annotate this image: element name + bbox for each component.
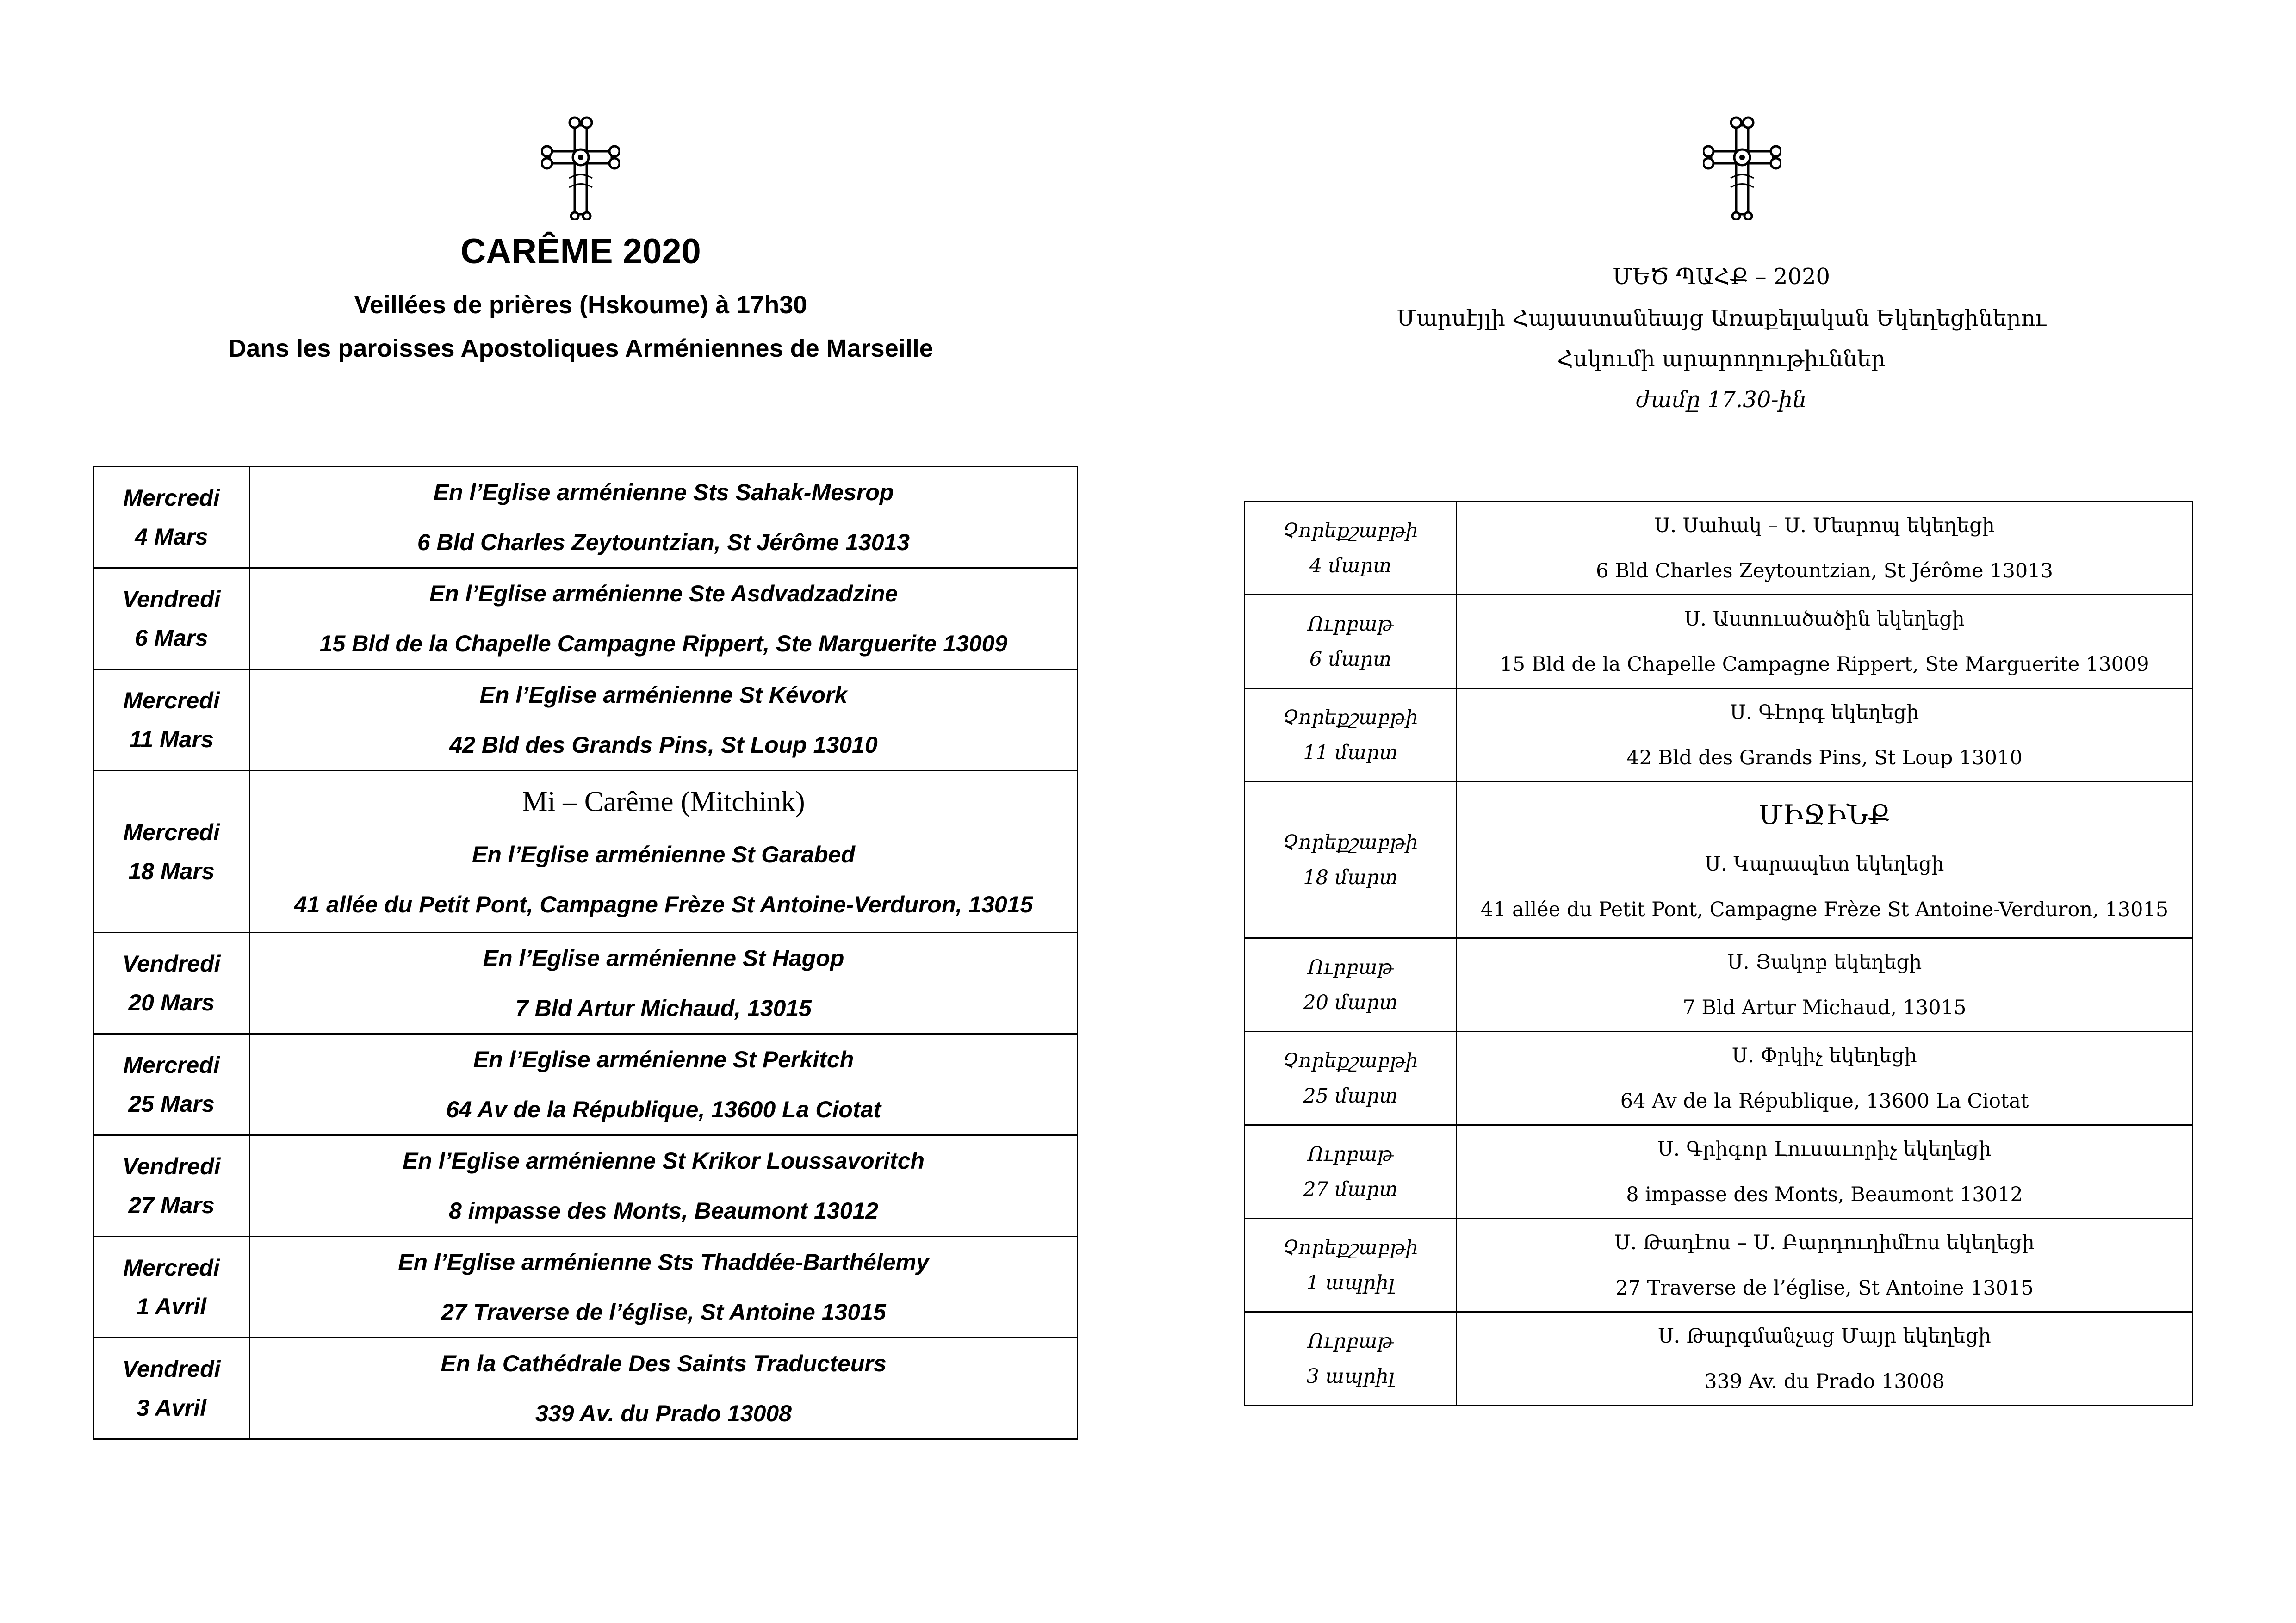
place-cell bbox=[1457, 782, 2193, 938]
date: 20 Mars bbox=[128, 990, 215, 1016]
date: 6 Mars bbox=[135, 625, 208, 651]
day-cell bbox=[93, 1135, 250, 1237]
weekday: Vendredi bbox=[122, 586, 221, 612]
schedule-table-fr bbox=[93, 466, 1078, 1440]
place-cell bbox=[250, 1237, 1078, 1338]
table-row bbox=[93, 1237, 1078, 1338]
page-title-fr: CARÊME 2020 bbox=[460, 232, 701, 271]
table-row bbox=[1245, 1032, 2193, 1125]
church-name: En l’Eglise arménienne Sts Thaddée-Barthélemy bbox=[398, 1249, 929, 1275]
day-cell bbox=[93, 669, 250, 771]
church-name: Ս. Աստուածածին եկեղեցի bbox=[1684, 607, 1965, 631]
subtitle-fr-1: Veillées de prières (Hskoume) à 17h30 bbox=[354, 291, 807, 319]
weekday: Vendredi bbox=[122, 1153, 221, 1179]
weekday: Mercredi bbox=[123, 1052, 220, 1078]
weekday: Mercredi bbox=[123, 688, 220, 713]
day-cell bbox=[93, 568, 250, 669]
table-row bbox=[93, 771, 1078, 933]
weekday: Ուրբաթ bbox=[1308, 612, 1393, 636]
date: 3 ապրիլ bbox=[1306, 1364, 1395, 1388]
church-name: En l’Eglise arménienne St Perkitch bbox=[473, 1047, 854, 1072]
place-cell bbox=[1457, 1032, 2193, 1125]
place-cell bbox=[250, 669, 1078, 771]
date: 27 մարտ bbox=[1303, 1177, 1398, 1201]
day-cell bbox=[93, 771, 250, 933]
address: 27 Traverse de l’église, St Antoine 13015 bbox=[1615, 1276, 2034, 1300]
church-name: Ս. Սահակ – Ս. Մեսրոպ եկեղեցի bbox=[1654, 514, 1995, 537]
place-cell bbox=[250, 1338, 1078, 1439]
place-cell bbox=[1457, 502, 2193, 595]
address: 41 allée du Petit Pont, Campagne Frèze St Antoine-Verduron, 13015 bbox=[1480, 898, 2169, 921]
church-name: En l’Eglise arménienne Ste Asdvadzadzine bbox=[429, 581, 898, 607]
date: 20 մարտ bbox=[1303, 991, 1398, 1014]
subtitle-am-3: ժամը 17.30-ին bbox=[1636, 387, 1807, 413]
day-cell bbox=[93, 1034, 250, 1135]
address: 64 Av de la République, 13600 La Ciotat bbox=[1620, 1089, 2029, 1113]
day-cell bbox=[93, 1237, 250, 1338]
weekday: Չորեքշաբթի bbox=[1283, 1236, 1418, 1259]
day-cell bbox=[1245, 1219, 1457, 1312]
place-cell bbox=[1457, 938, 2193, 1032]
church-name: Ս. Յակոբ եկեղեցի bbox=[1727, 950, 1922, 974]
date: 11 Mars bbox=[129, 726, 214, 752]
date: 11 մարտ bbox=[1303, 741, 1398, 764]
place-cell bbox=[250, 467, 1078, 568]
table-row bbox=[93, 467, 1078, 568]
date: 25 մարտ bbox=[1303, 1084, 1398, 1108]
church-name: Ս. Փրկիչ եկեղեցի bbox=[1732, 1044, 1917, 1067]
date: 27 Mars bbox=[128, 1192, 215, 1218]
address: 27 Traverse de l’église, St Antoine 13015 bbox=[441, 1299, 886, 1325]
address: 42 Bld des Grands Pins, St Loup 13010 bbox=[1626, 746, 2023, 769]
date: 25 Mars bbox=[128, 1091, 215, 1117]
weekday: Mercredi bbox=[123, 485, 220, 511]
table-row bbox=[1245, 1219, 2193, 1312]
church-name: En l’Eglise arménienne St Hagop bbox=[483, 945, 844, 971]
table-row bbox=[93, 933, 1078, 1034]
day-cell bbox=[93, 1338, 250, 1439]
church-name: Ս. Թարգմանչաց Մայր եկեղեցի bbox=[1658, 1324, 1991, 1348]
armenian-cross-icon bbox=[1703, 113, 1781, 220]
place-cell bbox=[250, 933, 1078, 1034]
mid-lent-title: ՄԻՋԻՆՔ bbox=[1758, 799, 1891, 830]
place-cell bbox=[250, 568, 1078, 669]
date: 6 մարտ bbox=[1309, 647, 1392, 671]
date: 4 մարտ bbox=[1309, 554, 1392, 577]
place-cell bbox=[1457, 1125, 2193, 1219]
place-cell bbox=[1457, 688, 2193, 782]
place-cell bbox=[250, 1135, 1078, 1237]
table-row bbox=[1245, 782, 2193, 938]
day-cell bbox=[1245, 688, 1457, 782]
table-row bbox=[1245, 595, 2193, 688]
church-name: Ս. Կարապետ եկեղեցի bbox=[1705, 852, 1944, 876]
day-cell bbox=[93, 933, 250, 1034]
weekday: Չորեքշաբթի bbox=[1283, 1049, 1418, 1072]
mid-lent-title: Mi – Carême (Mitchink) bbox=[522, 786, 805, 818]
church-name: En la Cathédrale Des Saints Traducteurs bbox=[441, 1350, 887, 1376]
address: 339 Av. du Prado 13008 bbox=[1704, 1369, 1945, 1393]
date: 18 Mars bbox=[128, 858, 215, 884]
date: 1 Avril bbox=[136, 1294, 206, 1319]
schedule-table-am bbox=[1244, 501, 2193, 1406]
page-title-am: ՄԵԾ ՊԱՀՔ – 2020 bbox=[1612, 264, 1831, 290]
weekday: Mercredi bbox=[123, 819, 220, 845]
armenian-cross-icon bbox=[541, 113, 620, 220]
date: 18 մարտ bbox=[1303, 866, 1398, 889]
address: 8 impasse des Monts, Beaumont 13012 bbox=[448, 1198, 879, 1224]
weekday: Չորեքշաբթի bbox=[1283, 706, 1418, 729]
church-name: En l’Eglise arménienne St Garabed bbox=[472, 841, 856, 867]
weekday: Չորեքշաբթի bbox=[1283, 830, 1418, 854]
place-cell bbox=[1457, 1219, 2193, 1312]
date: 3 Avril bbox=[136, 1395, 206, 1421]
subtitle-fr-2: Dans les paroisses Apostoliques Arméniennes de Marseille bbox=[228, 335, 933, 362]
address: 6 Bld Charles Zeytountzian, St Jérôme 13013 bbox=[1595, 559, 2054, 582]
church-name: En l’Eglise arménienne St Krikor Loussavoritch bbox=[402, 1148, 925, 1174]
subtitle-am-2: Հսկումի արարողութիւններ bbox=[1557, 346, 1886, 372]
day-cell bbox=[1245, 502, 1457, 595]
day-cell bbox=[1245, 1125, 1457, 1219]
date: 4 Mars bbox=[135, 524, 208, 550]
table-row bbox=[93, 568, 1078, 669]
weekday: Vendredi bbox=[122, 951, 221, 977]
table-row bbox=[93, 669, 1078, 771]
day-cell bbox=[1245, 782, 1457, 938]
address: 6 Bld Charles Zeytountzian, St Jérôme 13013 bbox=[417, 529, 910, 555]
table-row bbox=[1245, 1312, 2193, 1406]
weekday: Ուրբաթ bbox=[1308, 955, 1393, 979]
address: 15 Bld de la Chapelle Campagne Rippert, Ste Marguerite 13009 bbox=[1500, 652, 2149, 676]
subtitle-am-1: Մարսէյլի Հայաստանեայց Առաքելական Եկեղեցիներու bbox=[1396, 305, 2046, 331]
weekday: Ուրբաթ bbox=[1308, 1142, 1393, 1166]
day-cell bbox=[93, 467, 250, 568]
weekday: Չորեքշաբթի bbox=[1283, 519, 1418, 542]
place-cell bbox=[1457, 1312, 2193, 1406]
table-row bbox=[1245, 938, 2193, 1032]
address: 41 allée du Petit Pont, Campagne Frèze St Antoine-Verduron, 13015 bbox=[294, 891, 1033, 917]
church-name: En l’Eglise arménienne St Kévork bbox=[479, 682, 848, 708]
church-name: En l’Eglise arménienne Sts Sahak-Mesrop bbox=[433, 479, 894, 505]
weekday: Ուրբաթ bbox=[1308, 1329, 1393, 1353]
table-row bbox=[1245, 688, 2193, 782]
place-cell bbox=[250, 1034, 1078, 1135]
table-row bbox=[93, 1034, 1078, 1135]
address: 339 Av. du Prado 13008 bbox=[535, 1400, 792, 1426]
day-cell bbox=[1245, 1312, 1457, 1406]
address: 7 Bld Artur Michaud, 13015 bbox=[1682, 996, 1967, 1019]
weekday: Vendredi bbox=[122, 1356, 221, 1382]
day-cell bbox=[1245, 938, 1457, 1032]
address: 42 Bld des Grands Pins, St Loup 13010 bbox=[449, 732, 878, 758]
table-row bbox=[93, 1338, 1078, 1439]
weekday: Mercredi bbox=[123, 1255, 220, 1281]
church-name: Ս. Թադէոս – Ս. Բարդուղիմէոս եկեղեցի bbox=[1614, 1231, 2035, 1254]
table-row bbox=[93, 1135, 1078, 1237]
church-name: Ս. Գրիգոր Լուսաւորիչ եկեղեցի bbox=[1657, 1137, 1992, 1161]
address: 7 Bld Artur Michaud, 13015 bbox=[515, 995, 812, 1021]
day-cell bbox=[1245, 595, 1457, 688]
address: 15 Bld de la Chapelle Campagne Rippert, Ste Marguerite 13009 bbox=[319, 631, 1008, 657]
address: 8 impasse des Monts, Beaumont 13012 bbox=[1626, 1183, 2023, 1206]
table-row bbox=[1245, 1125, 2193, 1219]
date: 1 ապրիլ bbox=[1306, 1271, 1395, 1295]
place-cell bbox=[1457, 595, 2193, 688]
day-cell bbox=[1245, 1032, 1457, 1125]
place-cell bbox=[250, 771, 1078, 933]
table-row bbox=[1245, 502, 2193, 595]
address: 64 Av de la République, 13600 La Ciotat bbox=[446, 1096, 881, 1122]
church-name: Ս. Գէորգ եկեղեցի bbox=[1730, 700, 1919, 724]
